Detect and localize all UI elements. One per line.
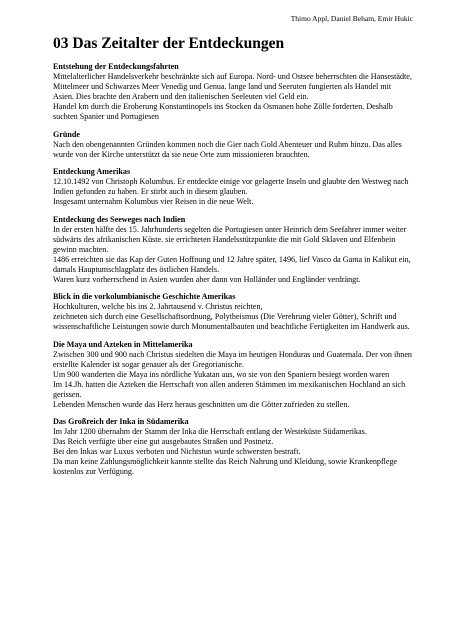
section [53, 130, 413, 160]
paragraph: Da man keine Zahlungsmöglichkeit kannte stellte das Reich Nahrung und Kleidung, sowie Krankenpflege kostenlos zur Verfügung. [53, 457, 398, 476]
paragraph: 12.10.1492 von Christoph Kolumbus. Er entdeckte einige vor gelagerte Inseln und glaubte den Westweg nach Indien gefunden zu haben. Er stirbt auch in diesem glauben. [53, 177, 409, 196]
section-heading: Gründe [53, 129, 80, 139]
section-heading: Entstehung der Entdeckungsfahrten [53, 62, 179, 71]
section [53, 417, 413, 477]
paragraph: zeichneten sich durch eine Gesellschaftsordnung, Polytheismus (Die Verehrung vieler Götter), Schrift und wissenschaftliche Leistungen sowie durch Monumentalbauten und beachtliche Fertigkeiten im Handwerk aus. [53, 312, 410, 331]
section [53, 292, 413, 332]
section-heading: Entdeckung des Seeweges nach Indien [53, 214, 186, 224]
section-heading: Blick in die vorkolumbianische Geschichte Amerikas [53, 292, 236, 301]
paragraph: Waren kurz vorherrschend in Asien wurden aber dann von Holländer und Engländer verdrängt. [53, 274, 361, 284]
paragraph: Zwischen 300 und 900 nach Christus siedelten die Maya im heutigen Honduras und Guatemala. Der von ihnen erstellte Kalender ist sogar genauer als der Gregorianische. [53, 349, 412, 369]
paragraph: Um 900 wanderten die Maya ins nördliche Yukatan aus, wo sie von den Spaniern besiegt worden waren [53, 369, 390, 379]
paragraph: Handel km durch die Eroberung Konstantinopels ins Stocken da Osmanen hohe Zölle forderten. Deshalb suchten Spanier und Portugiesen [53, 102, 393, 121]
paragraph: 1486 erreichten sie das Kap der Guten Hoffnung und 12 Jahre später, 1496, lief Vasco da Gama in Kalikut ein, damals Hauptumschlagplatz des östlichen Handels. [53, 254, 411, 274]
document-body [53, 62, 413, 477]
section [53, 62, 413, 122]
section [53, 340, 413, 410]
paragraph: Insgesamt unternahm Kolumbus vier Reisen in die neue Welt. [53, 197, 254, 206]
section [53, 215, 413, 285]
paragraph: Bei den Inkas war Luxus verboten und Nichtstun wurde schwersten bestraft. [53, 447, 301, 456]
section [53, 167, 413, 207]
section-heading: Entdeckung Amerikas [53, 167, 131, 176]
authors-header: Thimo Appl, Daniel Beham, Emir Hukic [290, 14, 413, 23]
paragraph: Lebenden Menschen wurde das Herz heraus geschnitten um die Götter zufrieden zu stellen. [53, 399, 350, 409]
page-title: 03 Das Zeitalter der Entdeckungen [53, 35, 285, 52]
paragraph: Das Reich verfügte über eine gut ausgebautes Straßen und Postnetz. [53, 437, 274, 446]
paragraph: Im Jahr 1200 übernahm der Stamm der Inka die Herrschaft entlang der Westeküste Südamerikas. [53, 427, 367, 436]
paragraph: Hochkulturen, welche bis ins 2. Jahrtausend v. Christus reichten, [53, 302, 263, 311]
section-heading: Die Maya und Azteken in Mittelamerika [53, 339, 193, 349]
section-heading: Das Großreich der Inka in Südamerika [53, 417, 189, 426]
paragraph: Nach den obengenannten Gründen kommen noch die Gier nach Gold Abenteuer und Ruhm hinzu. Das alles wurde von der Kirche unterstützt da sie neue Orte zum missionieren brauchten. [53, 139, 402, 159]
paragraph: Mittelalterlicher Handelsverkehr beschränkte sich auf Europa. Nord- und Ostsee beherrschten die Hansestädte, Mittelmeer und Schwarzes Meer Venedig und Genua. lange land und Seeruten fungierten als Handel mit Asien. Dies brachte den Arabern und den italienischen Seeleuten viel Geld ein. [53, 72, 412, 101]
paragraph: In der ersten hälfte des 15. Jahrhunderts segelten die Portugiesen unter Heinrich dem Seefahrer immer weiter südwärts des afrikanischen Küste. sie errichteten Handelsstützpunkte die mit Gold Sklaven und Elfenbein gewinn machten. [53, 224, 407, 254]
paragraph: Im 14.Jh. hatten die Azteken die Herrschaft von allen anderen Stämmen im mexikanischen Hochland an sich gerissen. [53, 379, 406, 399]
